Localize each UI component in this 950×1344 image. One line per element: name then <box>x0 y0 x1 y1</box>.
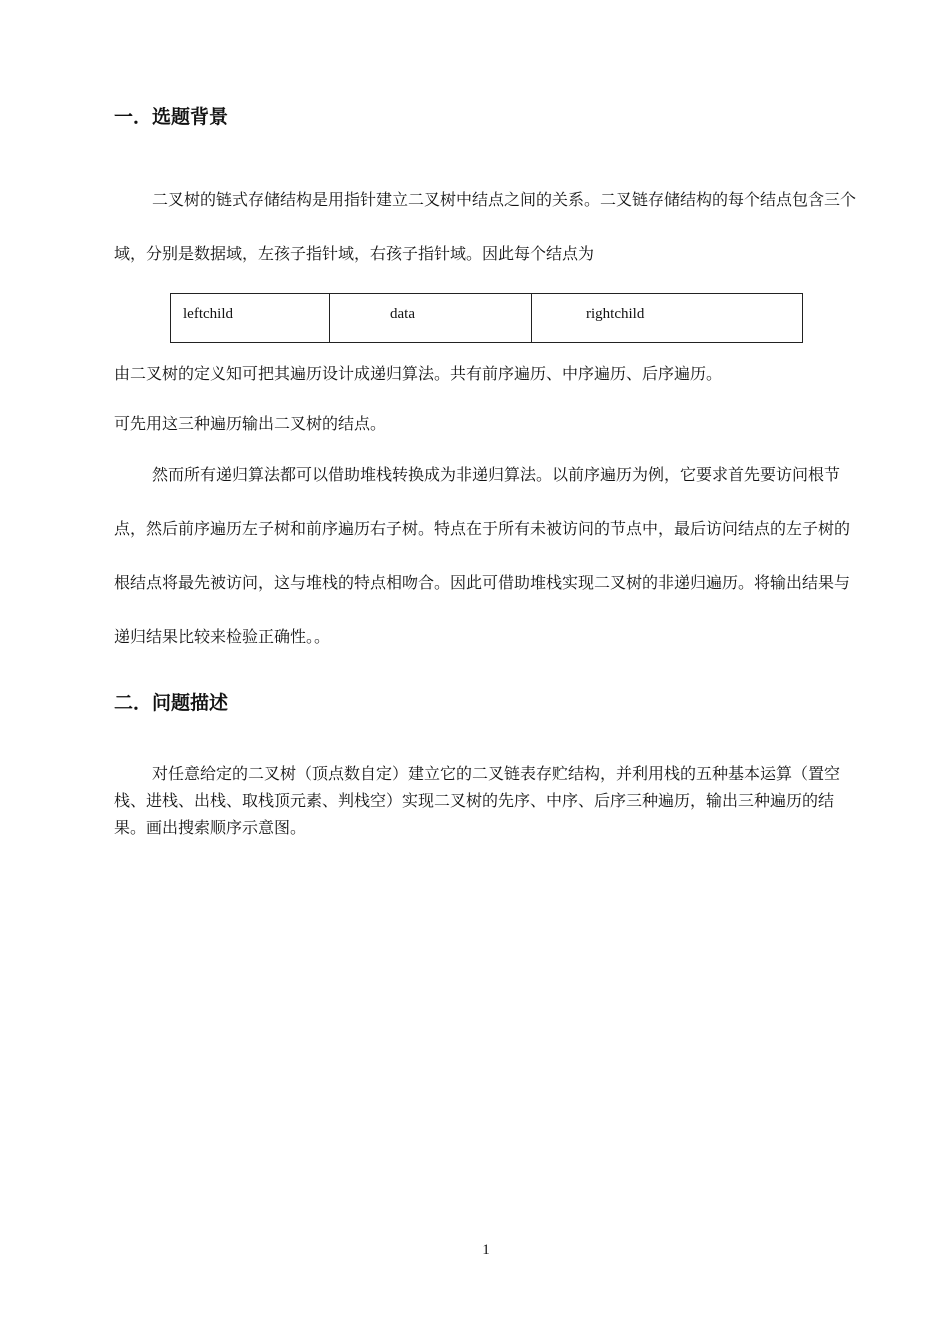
data-field-cell <box>330 294 532 343</box>
rightchild-field-cell <box>532 294 803 343</box>
section-1-paragraph-2: 然而所有递归算法都可以借助堆栈转换成为非递归算法。以前序遍历为例，它要求首先要访问根节点，然后前序遍历左子树和前序遍历右子树。特点在于所有未被访问的节点中，最后访问结点的左子树的根结点将最先被访问，这与堆栈的特点相吻合。因此可借助堆栈实现二叉树的非递归遍历。将输出结果与递归结果比较来检验正确性。。 <box>114 465 851 646</box>
leftchild-field-cell <box>171 294 330 343</box>
section-1-paragraph-1: 二叉树的链式存储结构是用指针建立二叉树中结点之间的关系。二叉链存储结构的每个结点包含三个域，分别是数据域，左孩子指针域，右孩子指针域。因此每个结点为 <box>114 190 857 263</box>
leftchild-field-label: leftchild <box>183 306 233 322</box>
section-1-line-a: 由二叉树的定义知可把其遍历设计成递归算法。共有前序遍历、中序遍历、后序遍历。 <box>114 364 723 383</box>
section-2-paragraph-1: 对任意给定的二叉树（顶点数自定）建立它的二叉链表存贮结构，并利用栈的五种基本运算（置空栈、进栈、出栈、取栈顶元素、判栈空）实现二叉树的先序、中序、后序三种遍历，输出三种遍历的结果。画出搜索顺序示意图。 <box>114 764 841 837</box>
page-number: 1 <box>482 1242 490 1258</box>
section-1-line-b: 可先用这三种遍历输出二叉树的结点。 <box>114 414 387 433</box>
node-structure-table <box>170 293 803 343</box>
rightchild-field-label: rightchild <box>586 306 645 322</box>
section-2-heading: 二．问题描述 <box>114 692 229 714</box>
node-structure-row <box>171 294 803 343</box>
data-field-label: data <box>390 306 415 322</box>
section-1-heading: 一．选题背景 <box>114 106 229 128</box>
